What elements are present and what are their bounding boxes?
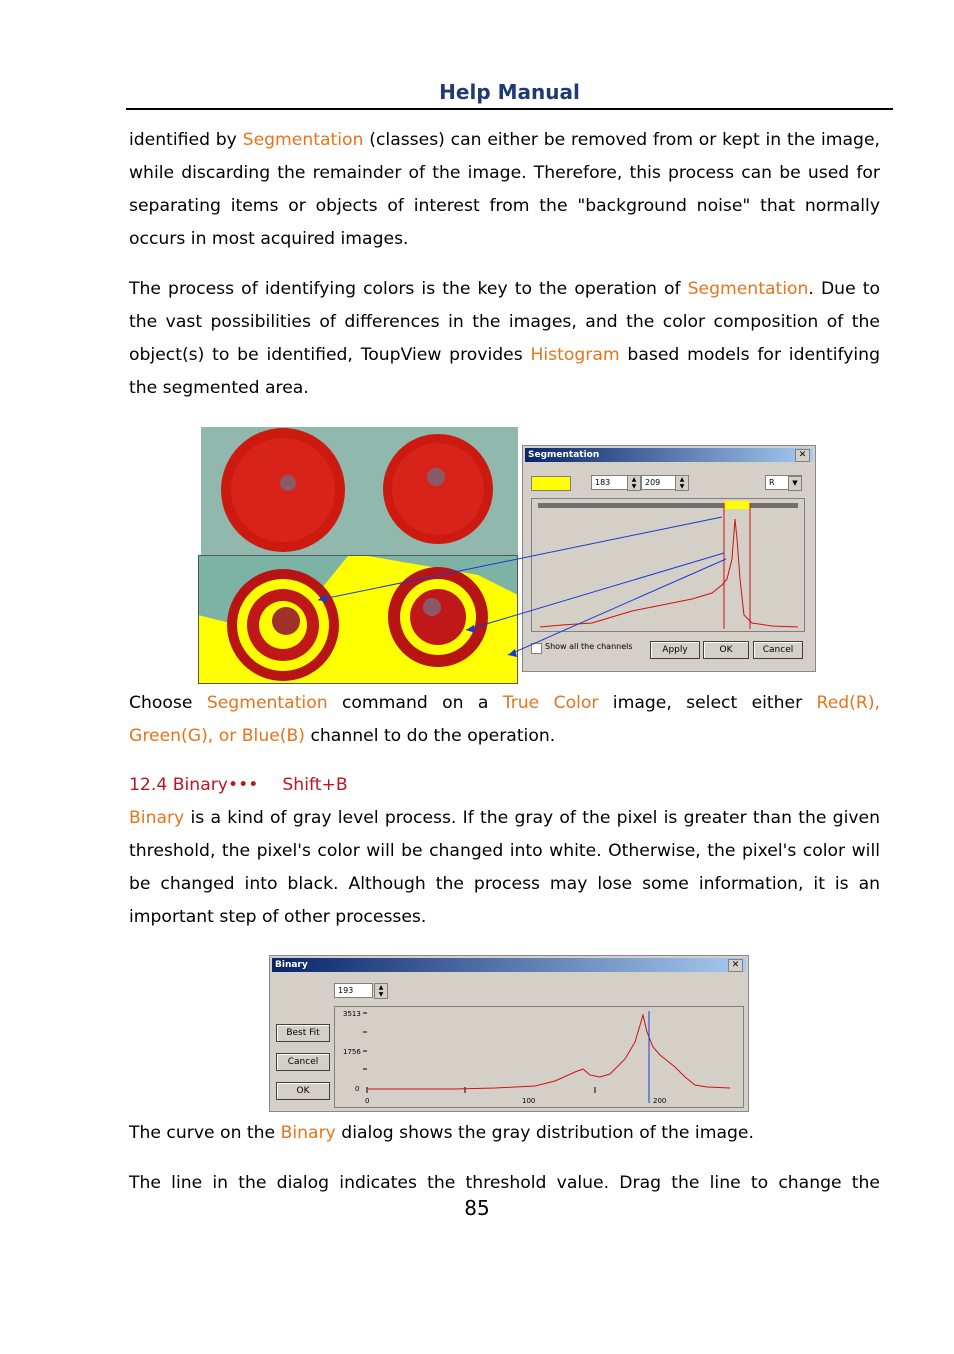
paragraph-color-identification bbox=[129, 273, 880, 405]
section-shortcut: Shift+B bbox=[282, 775, 348, 795]
text: dialog shows the gray distribution of the image. bbox=[335, 1123, 754, 1143]
binary-link[interactable]: Binary bbox=[280, 1123, 336, 1143]
text: The process of identifying colors is the key to the operation of bbox=[129, 279, 688, 299]
segmentation-figure bbox=[198, 425, 818, 685]
text: Choose bbox=[129, 693, 207, 713]
low-threshold-input[interactable]: 183 bbox=[591, 475, 628, 490]
text: (classes) can either be removed from or kept in the image, while discarding the remainder of the image. Therefore, this process can be used for separating items or objects of interest from the "background noise" that normally occurs in most acquired images. bbox=[129, 130, 880, 249]
dialog-title: Segmentation bbox=[528, 450, 600, 460]
segmentation-link[interactable]: Segmentation bbox=[687, 279, 809, 299]
segmentation-link[interactable]: Segmentation bbox=[206, 693, 328, 713]
section-title: 12.4 Binary••• bbox=[129, 775, 259, 795]
threshold-input[interactable]: 193 bbox=[334, 983, 373, 998]
threshold-spinner[interactable]: ▲ ▼ bbox=[374, 983, 388, 999]
show-all-label: Show all the channels bbox=[545, 642, 633, 651]
y-tick-label: 1756 bbox=[343, 1048, 361, 1056]
channel-select[interactable]: R bbox=[765, 475, 802, 490]
best-fit-button[interactable]: Best Fit bbox=[276, 1024, 330, 1042]
chevron-down-icon[interactable]: ▼ bbox=[788, 476, 802, 491]
true-color-link[interactable]: True Color bbox=[502, 693, 599, 713]
text: image, select either bbox=[598, 693, 817, 713]
channel-link[interactable]: Red(R), Green(G), or Blue(B) bbox=[129, 693, 881, 746]
binary-histogram[interactable] bbox=[334, 1006, 744, 1108]
text: is a kind of gray level process. If the gray of the pixel is greater than the given threshold, the pixel's color will be changed into white. Otherwise, the pixel's color will be changed into black. Although the process may lose some information, it is an important step of other processes. bbox=[129, 808, 880, 927]
section-heading-binary bbox=[129, 769, 880, 802]
segmentation-link[interactable]: Segmentation bbox=[242, 130, 364, 150]
ok-button[interactable]: OK bbox=[276, 1082, 330, 1100]
histogram-plot bbox=[335, 1007, 743, 1107]
x-tick-label: 100 bbox=[522, 1097, 536, 1105]
dialog-titlebar bbox=[272, 958, 746, 972]
x-tick-label: 0 bbox=[365, 1097, 370, 1105]
page-header-title: Help Manual bbox=[439, 80, 580, 104]
paragraph-binary-description bbox=[129, 802, 880, 934]
high-spinner[interactable]: ▲ ▼ bbox=[675, 475, 689, 491]
binary-link[interactable]: Binary bbox=[129, 808, 185, 828]
paragraph-choose-channel bbox=[129, 687, 880, 753]
ok-button[interactable]: OK bbox=[703, 641, 749, 659]
close-button[interactable]: ✕ bbox=[728, 959, 743, 972]
text: The curve on the bbox=[129, 1123, 281, 1143]
apply-button[interactable]: Apply bbox=[650, 641, 700, 659]
binary-dialog bbox=[269, 955, 749, 1112]
close-button[interactable]: ✕ bbox=[795, 449, 810, 462]
paragraph-curve-description bbox=[129, 1117, 880, 1150]
x-tick-label: 200 bbox=[653, 1097, 667, 1105]
callout-arrows bbox=[198, 425, 818, 685]
text: command on a bbox=[327, 693, 503, 713]
header-rule bbox=[126, 108, 893, 110]
text: identified by bbox=[129, 130, 243, 150]
text: . Due to the vast possibilities of differences in the images, and the color composition of the object(s) to be identified, ToupView provides bbox=[129, 279, 880, 365]
page-number: 85 bbox=[464, 1196, 490, 1220]
text: The line in the dialog indicates the threshold value. Drag the line to change the bbox=[129, 1173, 880, 1193]
paragraph-segmentation-intro bbox=[129, 124, 880, 256]
text: channel to do the operation. bbox=[305, 726, 556, 746]
histogram-link[interactable]: Histogram bbox=[530, 345, 620, 365]
cancel-button[interactable]: Cancel bbox=[753, 641, 803, 659]
text: based models for identifying the segmented area. bbox=[129, 345, 880, 398]
low-spinner[interactable]: ▲ ▼ bbox=[627, 475, 641, 491]
y-tick-label: 3513 bbox=[343, 1010, 361, 1018]
y-tick-label: 0 bbox=[355, 1085, 360, 1093]
dialog-title: Binary bbox=[275, 960, 308, 970]
cancel-button[interactable]: Cancel bbox=[276, 1053, 330, 1071]
high-threshold-input[interactable]: 209 bbox=[641, 475, 678, 490]
